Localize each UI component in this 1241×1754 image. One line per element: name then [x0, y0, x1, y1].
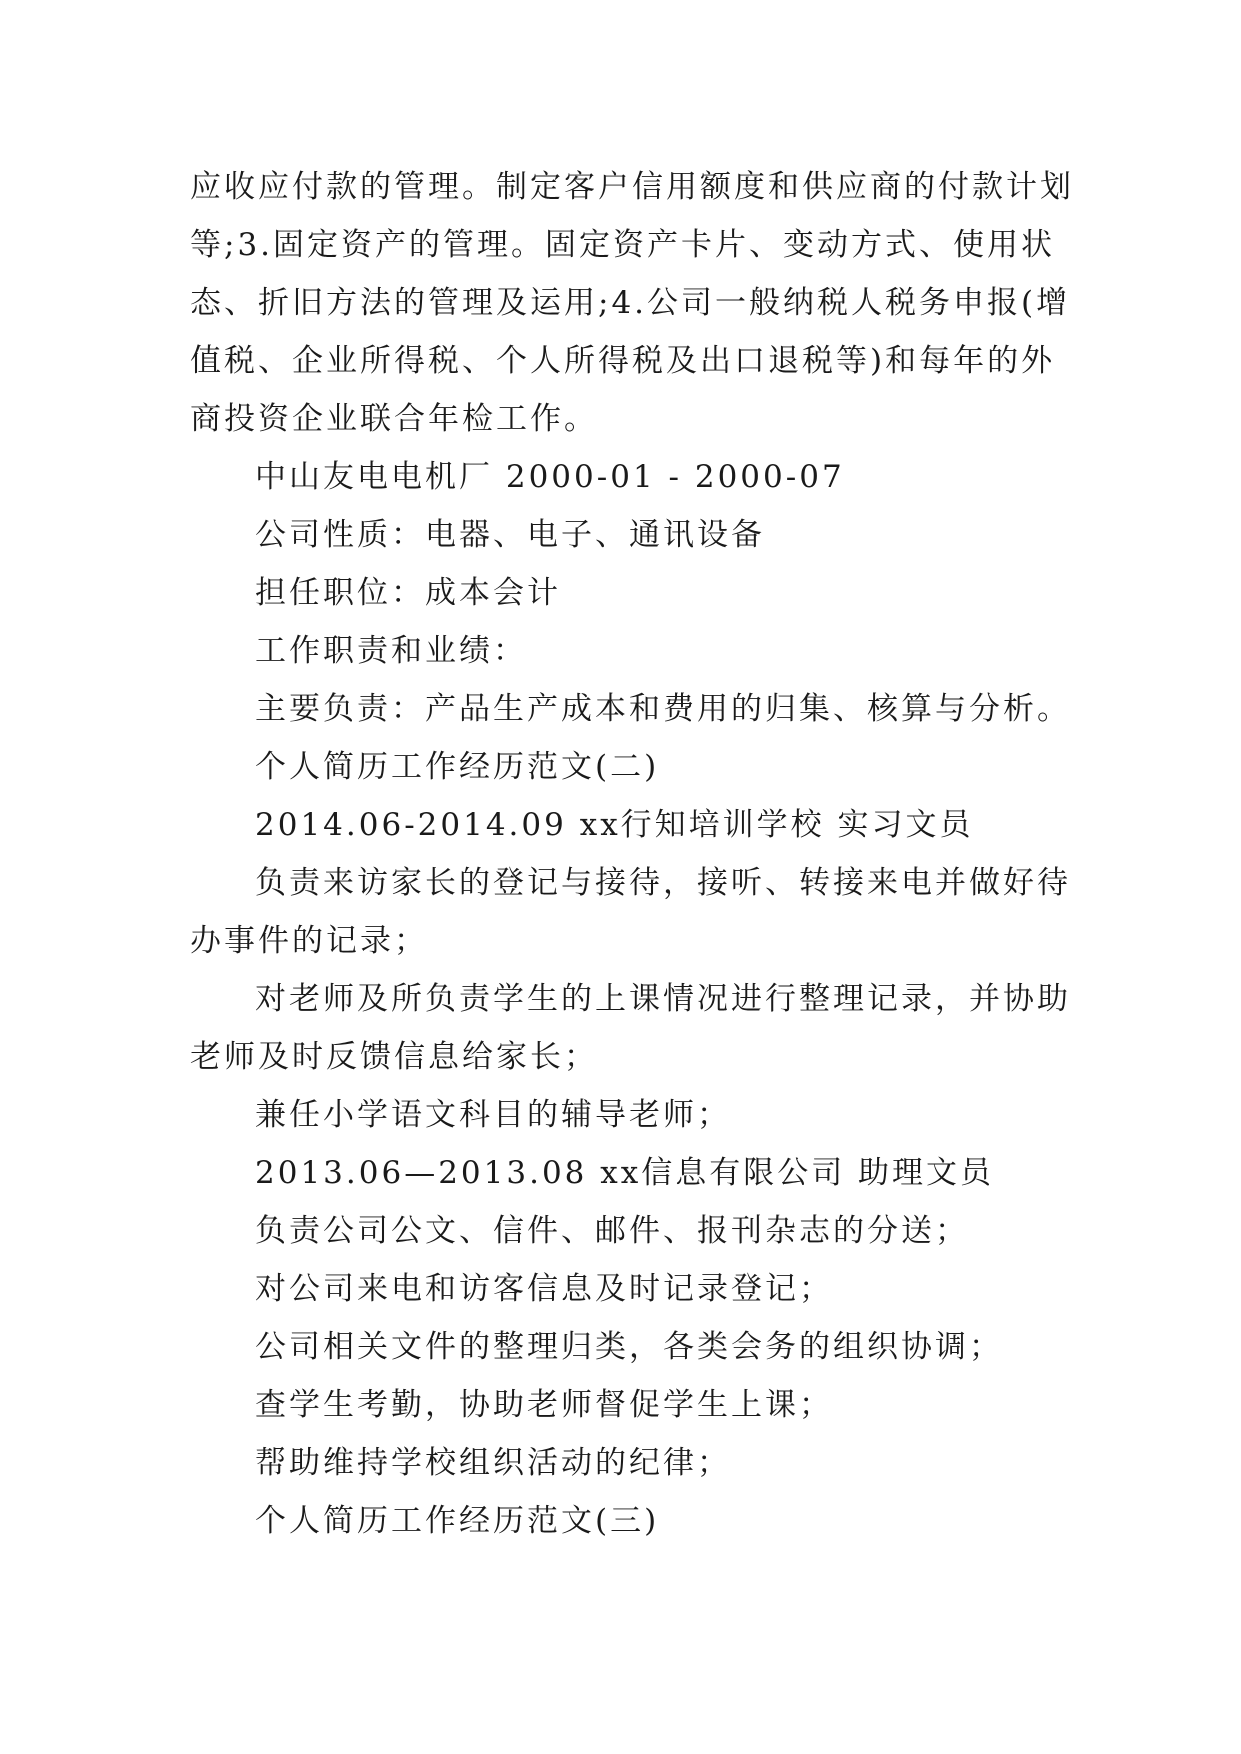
text-line: 值税、企业所得税、个人所得税及出口退税等)和每年的外 [190, 343, 1056, 379]
text-line: 负责来访家长的登记与接待，接听、转接来电并做好待 [255, 865, 1071, 901]
text-line: 个人简历工作经历范文(二) [255, 749, 660, 785]
text-line: 办事件的记录； [190, 923, 428, 959]
text-line: 中山友电电机厂 2000-01 - 2000-07 [255, 459, 845, 495]
text-line: 主要负责：产品生产成本和费用的归集、核算与分析。 [255, 691, 1071, 727]
document-body [190, 158, 1074, 1550]
text-line: 个人简历工作经历范文(三) [255, 1503, 660, 1539]
text-line: 工作职责和业绩： [255, 633, 527, 669]
text-line: 等;3.固定资产的管理。固定资产卡片、变动方式、使用状 [190, 227, 1056, 263]
text-line: 公司相关文件的整理归类，各类会务的组织协调； [255, 1329, 1003, 1365]
text-line: 2013.06—2013.08 xx信息有限公司 助理文员 [255, 1155, 995, 1191]
text-line: 帮助维持学校组织活动的纪律； [255, 1445, 731, 1481]
text-line: 查学生考勤，协助老师督促学生上课； [255, 1387, 833, 1423]
text-line: 公司性质：电器、电子、通讯设备 [255, 517, 765, 553]
text-line: 态、折旧方法的管理及运用;4.公司一般纳税人税务申报(增 [190, 285, 1071, 321]
text-line: 应收应付款的管理。制定客户信用额度和供应商的付款计划 [190, 169, 1074, 205]
text-line: 担任职位：成本会计 [255, 575, 561, 611]
text-line: 2014.06-2014.09 xx行知培训学校 实习文员 [255, 807, 974, 843]
text-line: 对公司来电和访客信息及时记录登记； [255, 1271, 833, 1307]
text-line: 兼任小学语文科目的辅导老师； [255, 1097, 731, 1133]
text-line: 对老师及所负责学生的上课情况进行整理记录，并协助 [255, 981, 1071, 1017]
text-line: 负责公司公文、信件、邮件、报刊杂志的分送； [255, 1213, 969, 1249]
text-line: 老师及时反馈信息给家长； [190, 1039, 598, 1075]
text-line: 商投资企业联合年检工作。 [190, 401, 598, 437]
